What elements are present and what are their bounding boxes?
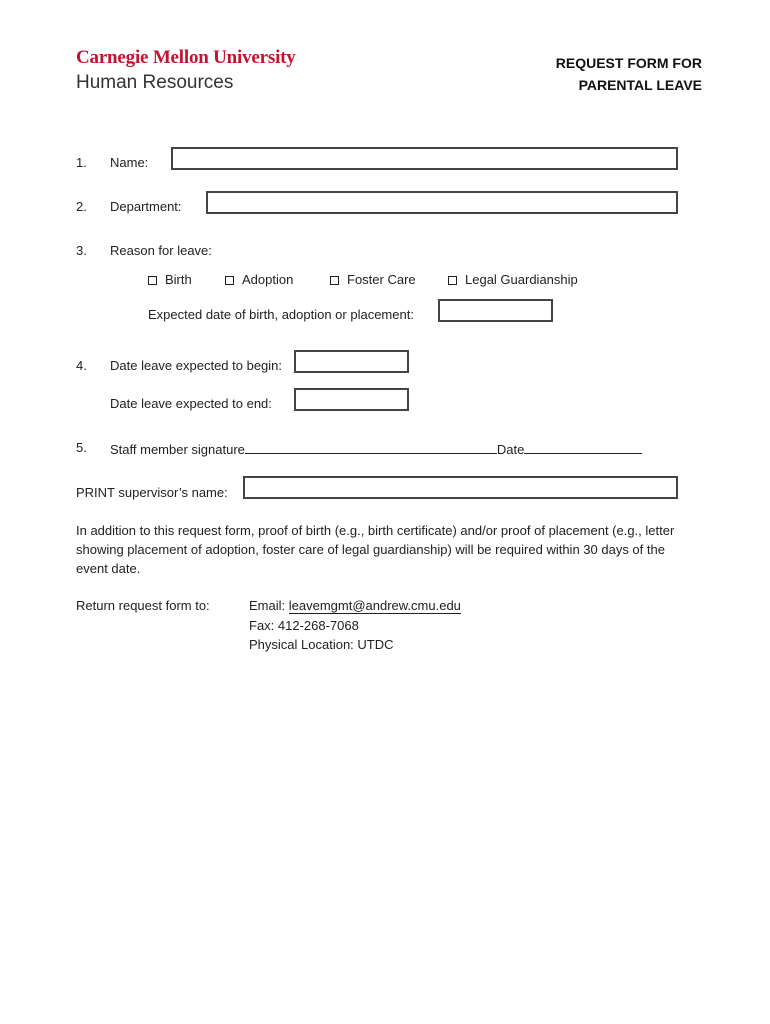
date-line[interactable] [524,440,642,454]
email-link[interactable]: leavemgmt@andrew.cmu.edu [288,598,461,613]
signature-row [110,440,642,457]
legal-guardianship-checkbox[interactable] [448,276,457,285]
physical-location: Physical Location: UTDC [249,637,394,652]
birth-checkbox[interactable] [148,276,157,285]
supervisor-label: PRINT supervisor’s name: [76,485,228,500]
foster-care-checkbox[interactable] [330,276,339,285]
legal-guardianship-label: Legal Guardianship [465,272,578,287]
form-title-line2: PARENTAL LEAVE [578,77,702,93]
q2-number: 2. [76,199,87,214]
return-label: Return request form to: [76,598,210,613]
proof-requirement-note: In addition to this request form, proof of birth (e.g., birth certificate) and/or proof of placement (e.g., letter showing placement of adoption, foster care of legal guardianship) will be required within 30 days of the event date. [76,523,675,576]
adoption-label: Adoption [242,272,294,287]
q1-number: 1. [76,155,87,170]
expected-date-label: Expected date of birth, adoption or placement: [148,307,414,322]
q4-number: 4. [76,358,87,373]
end-date-label: Date leave expected to end: [110,396,272,411]
form-title [556,52,702,96]
department-label: Department: [110,199,182,214]
end-date-field[interactable] [294,388,409,411]
birth-label: Birth [165,272,192,287]
reason-birth-option[interactable] [148,272,192,287]
form-title-line1: REQUEST FORM FOR [555,55,702,71]
reason-adoption-option[interactable] [225,272,293,287]
begin-date-label: Date leave expected to begin: [110,358,283,373]
name-label: Name: [110,155,149,170]
reason-label: Reason for leave: [110,243,212,258]
supervisor-name-field[interactable] [243,476,678,499]
signature-line[interactable] [245,440,497,454]
q3-number: 3. [76,243,87,258]
university-logo: Carnegie Mellon University [76,47,296,68]
department-field[interactable] [206,191,678,214]
reason-legal-guardianship-option[interactable] [448,272,578,287]
email-prefix: Email: [249,598,289,613]
department-name: Human Resources [76,72,234,93]
q5-number: 5. [76,440,87,455]
signature-label: Staff member signature [110,442,245,457]
name-field[interactable] [171,147,678,170]
date-label: Date [496,442,525,457]
reason-foster-care-option[interactable] [330,272,416,287]
foster-care-label: Foster Care [347,272,416,287]
adoption-checkbox[interactable] [225,276,234,285]
fax-number: Fax: 412-268-7068 [249,618,359,633]
expected-date-field[interactable] [438,299,553,322]
return-email-row [249,598,461,613]
begin-date-field[interactable] [294,350,409,373]
